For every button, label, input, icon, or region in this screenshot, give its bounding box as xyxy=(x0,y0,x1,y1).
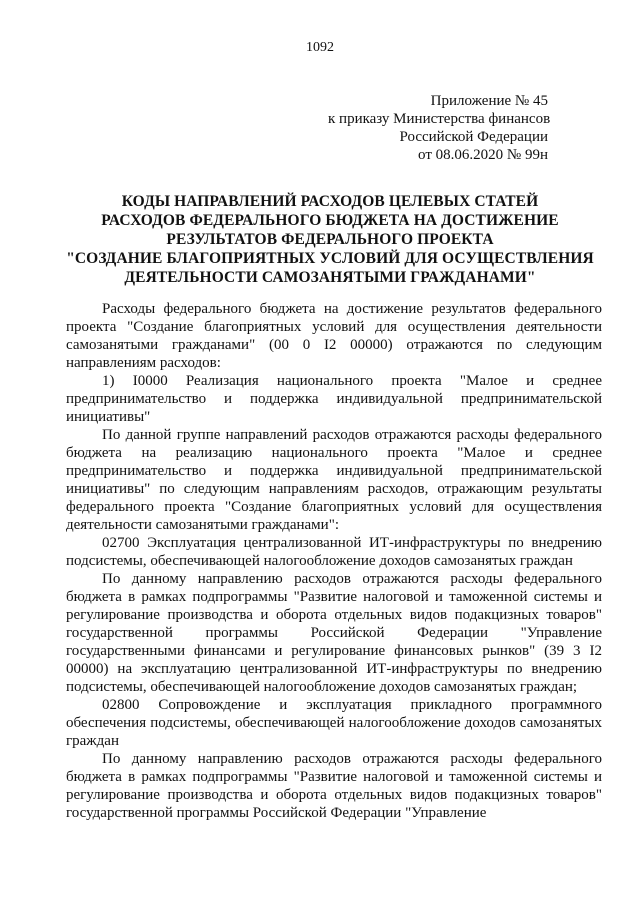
paragraph: По данному направлению расходов отражаются расходы федерального бюджета в рамках подпрограммы "Развитие налоговой и таможенной системы и регулирование производства и оборота отдельных видов подакцизных товаров" государственной программы Российской Федерации "Управление xyxy=(66,751,602,821)
title-line: РЕЗУЛЬТАТОВ ФЕДЕРАЛЬНОГО ПРОЕКТА xyxy=(166,231,494,248)
paragraph: По данному направлению расходов отражаются расходы федерального бюджета в рамках подпрограммы "Развитие налоговой и таможенной системы и регулирование производства и оборота отдельных видов подакцизных товаров" государственной программы Российской Федерации "Управление государственными финансами и регулирование финансовых рынков" (39 3 I2 00000) на эксплуатацию централизованной ИТ-инфраструктуры по внедрению подсистемы, обеспечивающей налогообложение доходов самозанятых граждан; xyxy=(66,571,602,695)
appendix-block xyxy=(328,92,551,164)
page-number: 1092 xyxy=(306,40,334,55)
document-body xyxy=(66,300,602,822)
appendix-line: Российской Федерации xyxy=(399,129,548,145)
document-title xyxy=(60,192,600,287)
paragraph: 1) I0000 Реализация национального проекта "Малое и среднее предпринимательство и поддержка индивидуальной предпринимательской инициативы" xyxy=(66,373,602,425)
title-line: КОДЫ НАПРАВЛЕНИЙ РАСХОДОВ ЦЕЛЕВЫХ СТАТЕЙ xyxy=(121,193,539,210)
paragraph: 02800 Сопровождение и эксплуатация прикладного программного обеспечения подсистемы, обеспечивающей налогообложение доходов самозанятых граждан xyxy=(66,697,602,749)
paragraph: 02700 Эксплуатация централизованной ИТ-инфраструктуры по внедрению подсистемы, обеспечивающей налогообложение доходов самозанятых граждан xyxy=(66,535,602,569)
appendix-line: к приказу Министерства финансов xyxy=(328,111,551,127)
paragraph: По данной группе направлений расходов отражаются расходы федерального бюджета на реализацию национального проекта "Малое и среднее предпринимательство и поддержка индивидуальной предпринимательской инициативы" по следующим направлениям расходов, отражающим результаты федерального проекта "Создание благоприятных условий для осуществления деятельности самозанятыми гражданами": xyxy=(66,427,602,533)
appendix-line: Приложение № 45 xyxy=(430,93,548,109)
appendix-line: от 08.06.2020 № 99н xyxy=(418,147,548,163)
paragraph: Расходы федерального бюджета на достижение результатов федерального проекта "Создание благоприятных условий для осуществления деятельности самозанятыми гражданами" (00 0 I2 00000) отражаются по следующим направлениям расходов: xyxy=(66,301,602,371)
title-line: РАСХОДОВ ФЕДЕРАЛЬНОГО БЮДЖЕТА НА ДОСТИЖЕНИЕ xyxy=(101,212,559,229)
title-line: ДЕЯТЕЛЬНОСТИ САМОЗАНЯТЫМИ ГРАЖДАНАМИ" xyxy=(124,269,536,286)
title-line: "СОЗДАНИЕ БЛАГОПРИЯТНЫХ УСЛОВИЙ ДЛЯ ОСУЩЕСТВЛЕНИЯ xyxy=(66,250,594,267)
